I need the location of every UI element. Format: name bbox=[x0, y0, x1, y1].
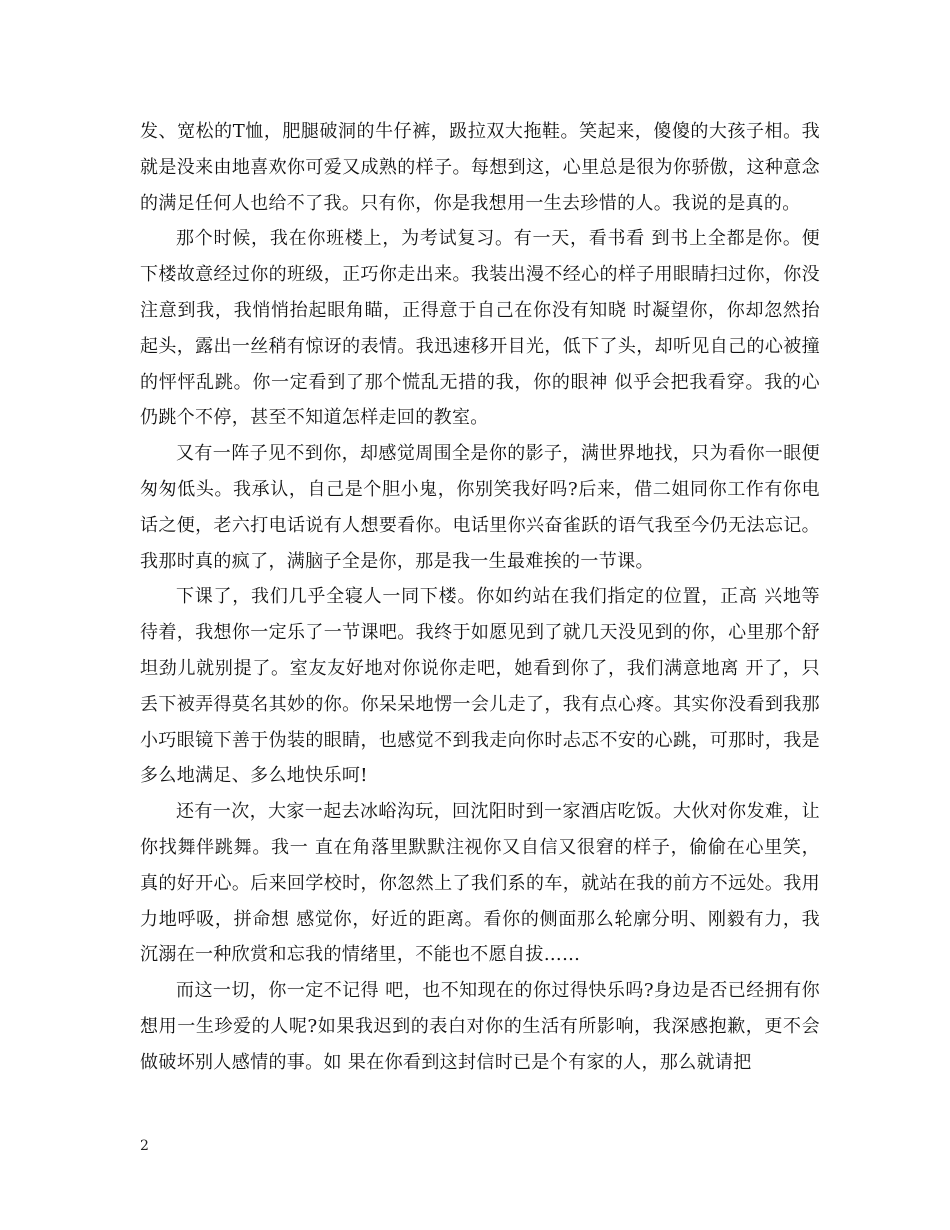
body-text bbox=[140, 114, 820, 1081]
paragraph-1: 发、宽松的T恤，肥腿破洞的牛仔裤，趿拉双大拖鞋。笑起来，傻傻的大孩子相。我就是没来由地喜欢你可爱又成熟的样子。每想到这，心里总是很为你骄傲，这种意念的满足任何人也给不了我。只有你，你是我想用一生去珍惜的人。我说的是真的。 bbox=[140, 121, 820, 214]
paragraph-2: 那个时候，我在你班楼上，为考试复习。有一天，看书看 到书上全都是你。便下楼故意经过你的班级，正巧你走出来。我装出漫不经心的样子用眼睛扫过你，你没注意到我，我悄悄抬起眼角瞄，正得意于自己在你没有知晓 时凝望你，你却忽然抬起头，露出一丝稍有惊讶的表情。我迅速移开目光，低下了头，却听见自己的心被撞的怦怦乱跳。你一定看到了那个慌乱无措的我，你的眼神 似乎会把我看穿。我的心仍跳个不停，甚至不知道怎样走回的教室。 bbox=[140, 228, 820, 429]
paragraph-6: 而这一切，你一定不记得 吧，也不知现在的你过得快乐吗?身边是否已经拥有你想用一生珍爱的人呢?如果我迟到的表白对你的生活有所影响，我深感抱歉，更不会做破坏别人感情的事。如 果在你看到这封信时已是个有家的人，那么就请把 bbox=[140, 980, 820, 1073]
page-number: 2 bbox=[140, 1138, 149, 1154]
paragraph-5: 还有一次，大家一起去冰峪沟玩，回沈阳时到一家酒店吃饭。大伙对你发难，让你找舞伴跳舞。我一 直在角落里默默注视你又自信又很窘的样子，偷偷在心里笑，真的好开心。后来回学校时，你忽然上了我们系的车，就站在我的前方不远处。我用力地呼吸，拼命想 感觉你，好近的距离。看你的侧面那么轮廓分明、刚毅有力，我沉溺在一种欣赏和忘我的情绪里，不能也不愿自拔…… bbox=[140, 801, 820, 966]
paragraph-3: 又有一阵子见不到你，却感觉周围全是你的影子，满世界地找，只为看你一眼便匆匆低头。我承认，自己是个胆小鬼，你别笑我好吗?后来，借二姐同你工作有你电话之便，老六打电话说有人想要看你。电话里你兴奋雀跃的语气我至今仍无法忘记。我那时真的疯了，满脑子全是你，那是我一生最难挨的一节课。 bbox=[140, 443, 820, 572]
paragraph-4: 下课了，我们几乎全寝人一同下楼。你如约站在我们指定的位置，正高 兴地等待着，我想你一定乐了一节课吧。我终于如愿见到了就几天没见到的你，心里那个舒坦劲儿就别提了。室友友好地对你说你走吧，她看到你了，我们满意地离 开了，只丢下被弄得莫名其妙的你。你呆呆地愣一会儿走了，我有点心疼。其实你没看到我那小巧眼镜下善于伪装的眼睛，也感觉不到我走向你时忐忑不安的心跳，可那时，我是多么地满足、多么地快乐呵! bbox=[140, 586, 820, 787]
